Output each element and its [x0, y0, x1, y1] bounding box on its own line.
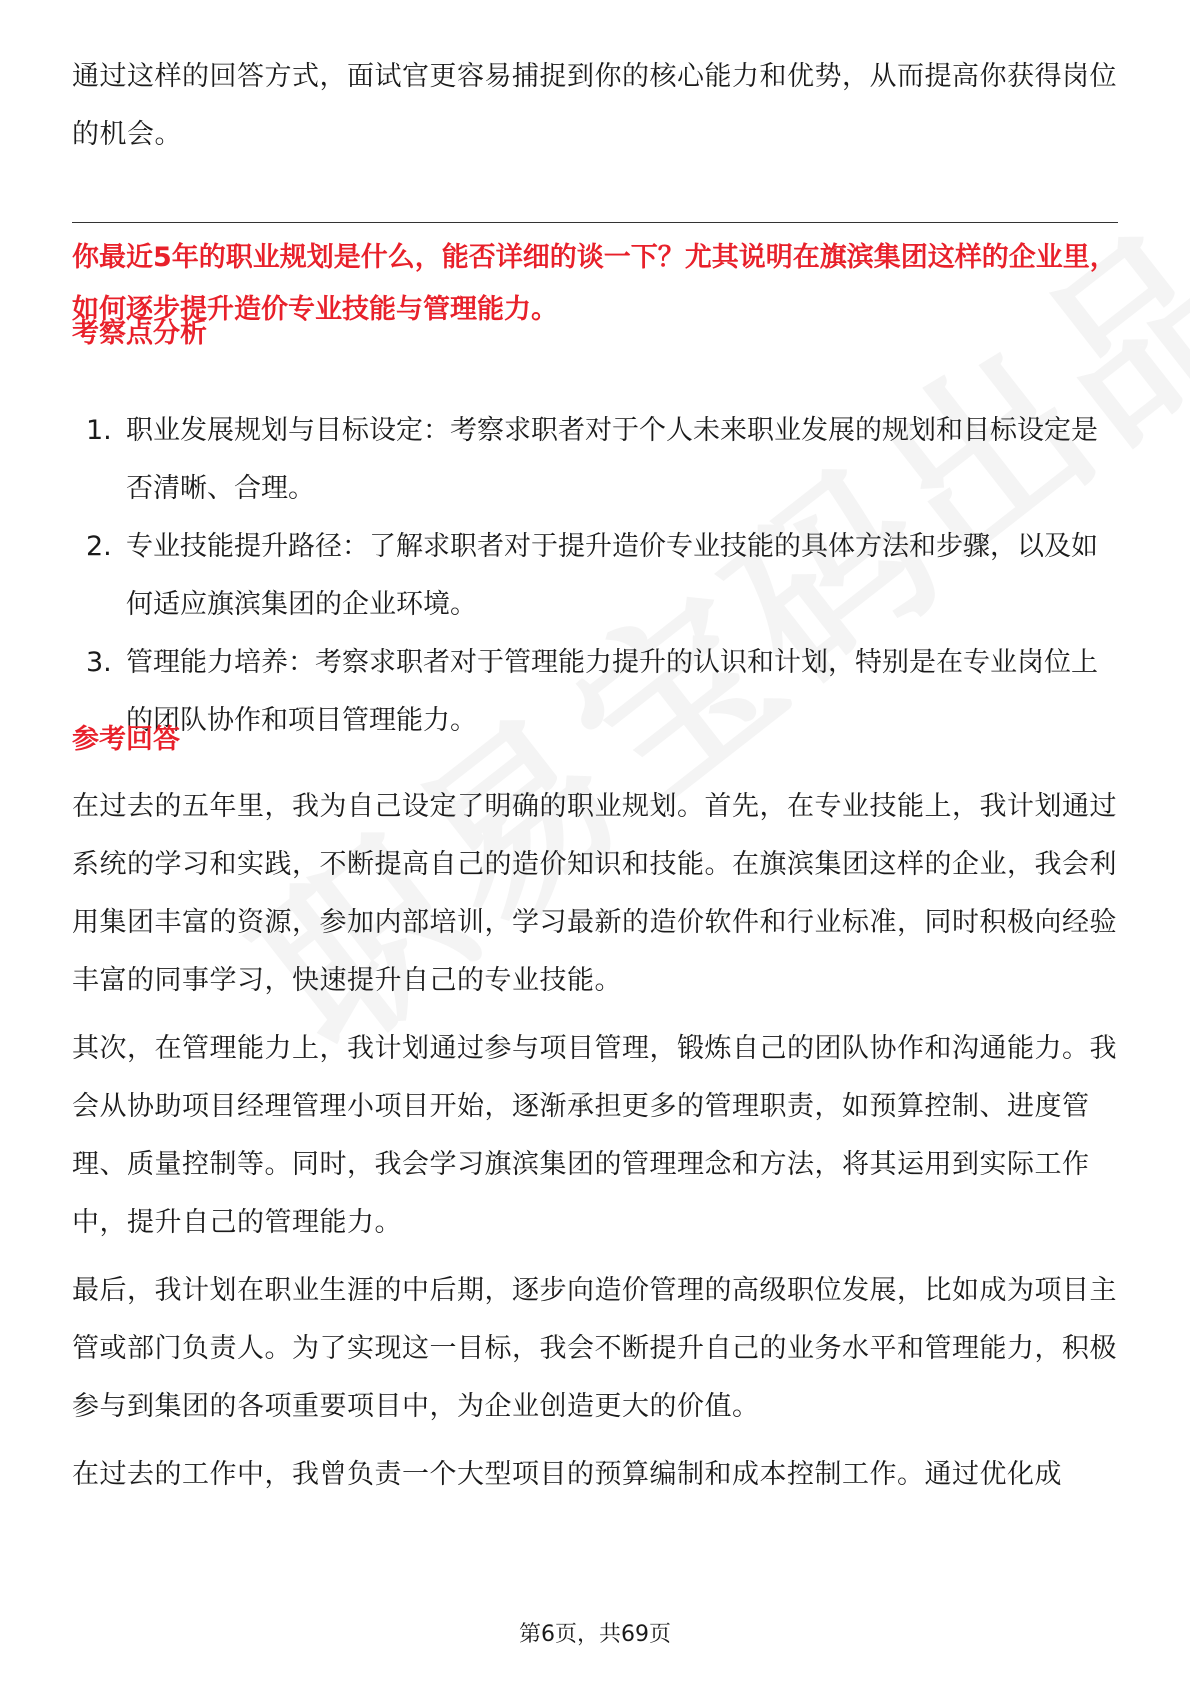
list-item-text: 专业技能提升路径：了解求职者对于提升造价专业技能的具体方法和步骤，以及如何适应旗滨集团的企业环境。: [126, 531, 1098, 620]
intro-paragraph: 通过这样的回答方式，面试官更容易捕捉到你的核心能力和优势，从而提高你获得岗位的机会。: [72, 61, 1117, 150]
section-divider: [72, 222, 1118, 223]
list-item-number: 2.: [86, 531, 112, 562]
answer-paragraph-2-block: [72, 1020, 1118, 1252]
list-item-text: 管理能力培养：考察求职者对于管理能力提升的认识和计划，特别是在专业岗位上的团队协作和项目管理能力。: [126, 647, 1098, 736]
list-item: [72, 518, 1118, 634]
list-item-number: 3.: [86, 647, 112, 678]
answer-paragraph: 其次，在管理能力上，我计划通过参与项目管理，锻炼自己的团队协作和沟通能力。我会从协助项目经理管理小项目开始，逐渐承担更多的管理职责，如预算控制、进度管理、质量控制等。同时，我会学习旗滨集团的管理理念和方法，将其运用到实际工作中，提升自己的管理能力。: [72, 1033, 1117, 1238]
answer-paragraph-3-block: [72, 1262, 1118, 1436]
answer-paragraph: 最后，我计划在职业生涯的中后期，逐步向造价管理的高级职位发展，比如成为项目主管或部门负责人。为了实现这一目标，我会不断提升自己的业务水平和管理能力，积极参与到集团的各项重要项目中，为企业创造更大的价值。: [72, 1275, 1117, 1422]
answer-paragraph: 在过去的工作中，我曾负责一个大型项目的预算编制和成本控制工作。通过优化成: [72, 1459, 1062, 1490]
list-item-number: 1.: [86, 415, 112, 446]
page-number: 第6页，共69页: [519, 1622, 671, 1647]
list-item: [72, 634, 1118, 750]
analysis-heading: 考察点分析: [72, 318, 207, 349]
reference-heading: 参考回答: [72, 724, 180, 755]
list-item: [72, 402, 1118, 518]
analysis-list: [72, 402, 1118, 750]
answer-paragraph-1-block: [72, 778, 1118, 1010]
interview-question: 你最近5年的职业规划是什么，能否详细的谈一下？尤其说明在旗滨集团这样的企业里，如何逐步提升造价专业技能与管理能力。: [72, 242, 1117, 325]
answer-paragraph-4-block: [72, 1446, 1118, 1504]
intro-block: [72, 48, 1118, 164]
answer-paragraph: 在过去的五年里，我为自己设定了明确的职业规划。首先，在专业技能上，我计划通过系统的学习和实践，不断提高自己的造价知识和技能。在旗滨集团这样的企业，我会利用集团丰富的资源，参加内部培训，学习最新的造价软件和行业标准，同时积极向经验丰富的同事学习，快速提升自己的专业技能。: [72, 791, 1117, 996]
list-item-text: 职业发展规划与目标设定：考察求职者对于个人未来职业发展的规划和目标设定是否清晰、合理。: [126, 415, 1098, 504]
